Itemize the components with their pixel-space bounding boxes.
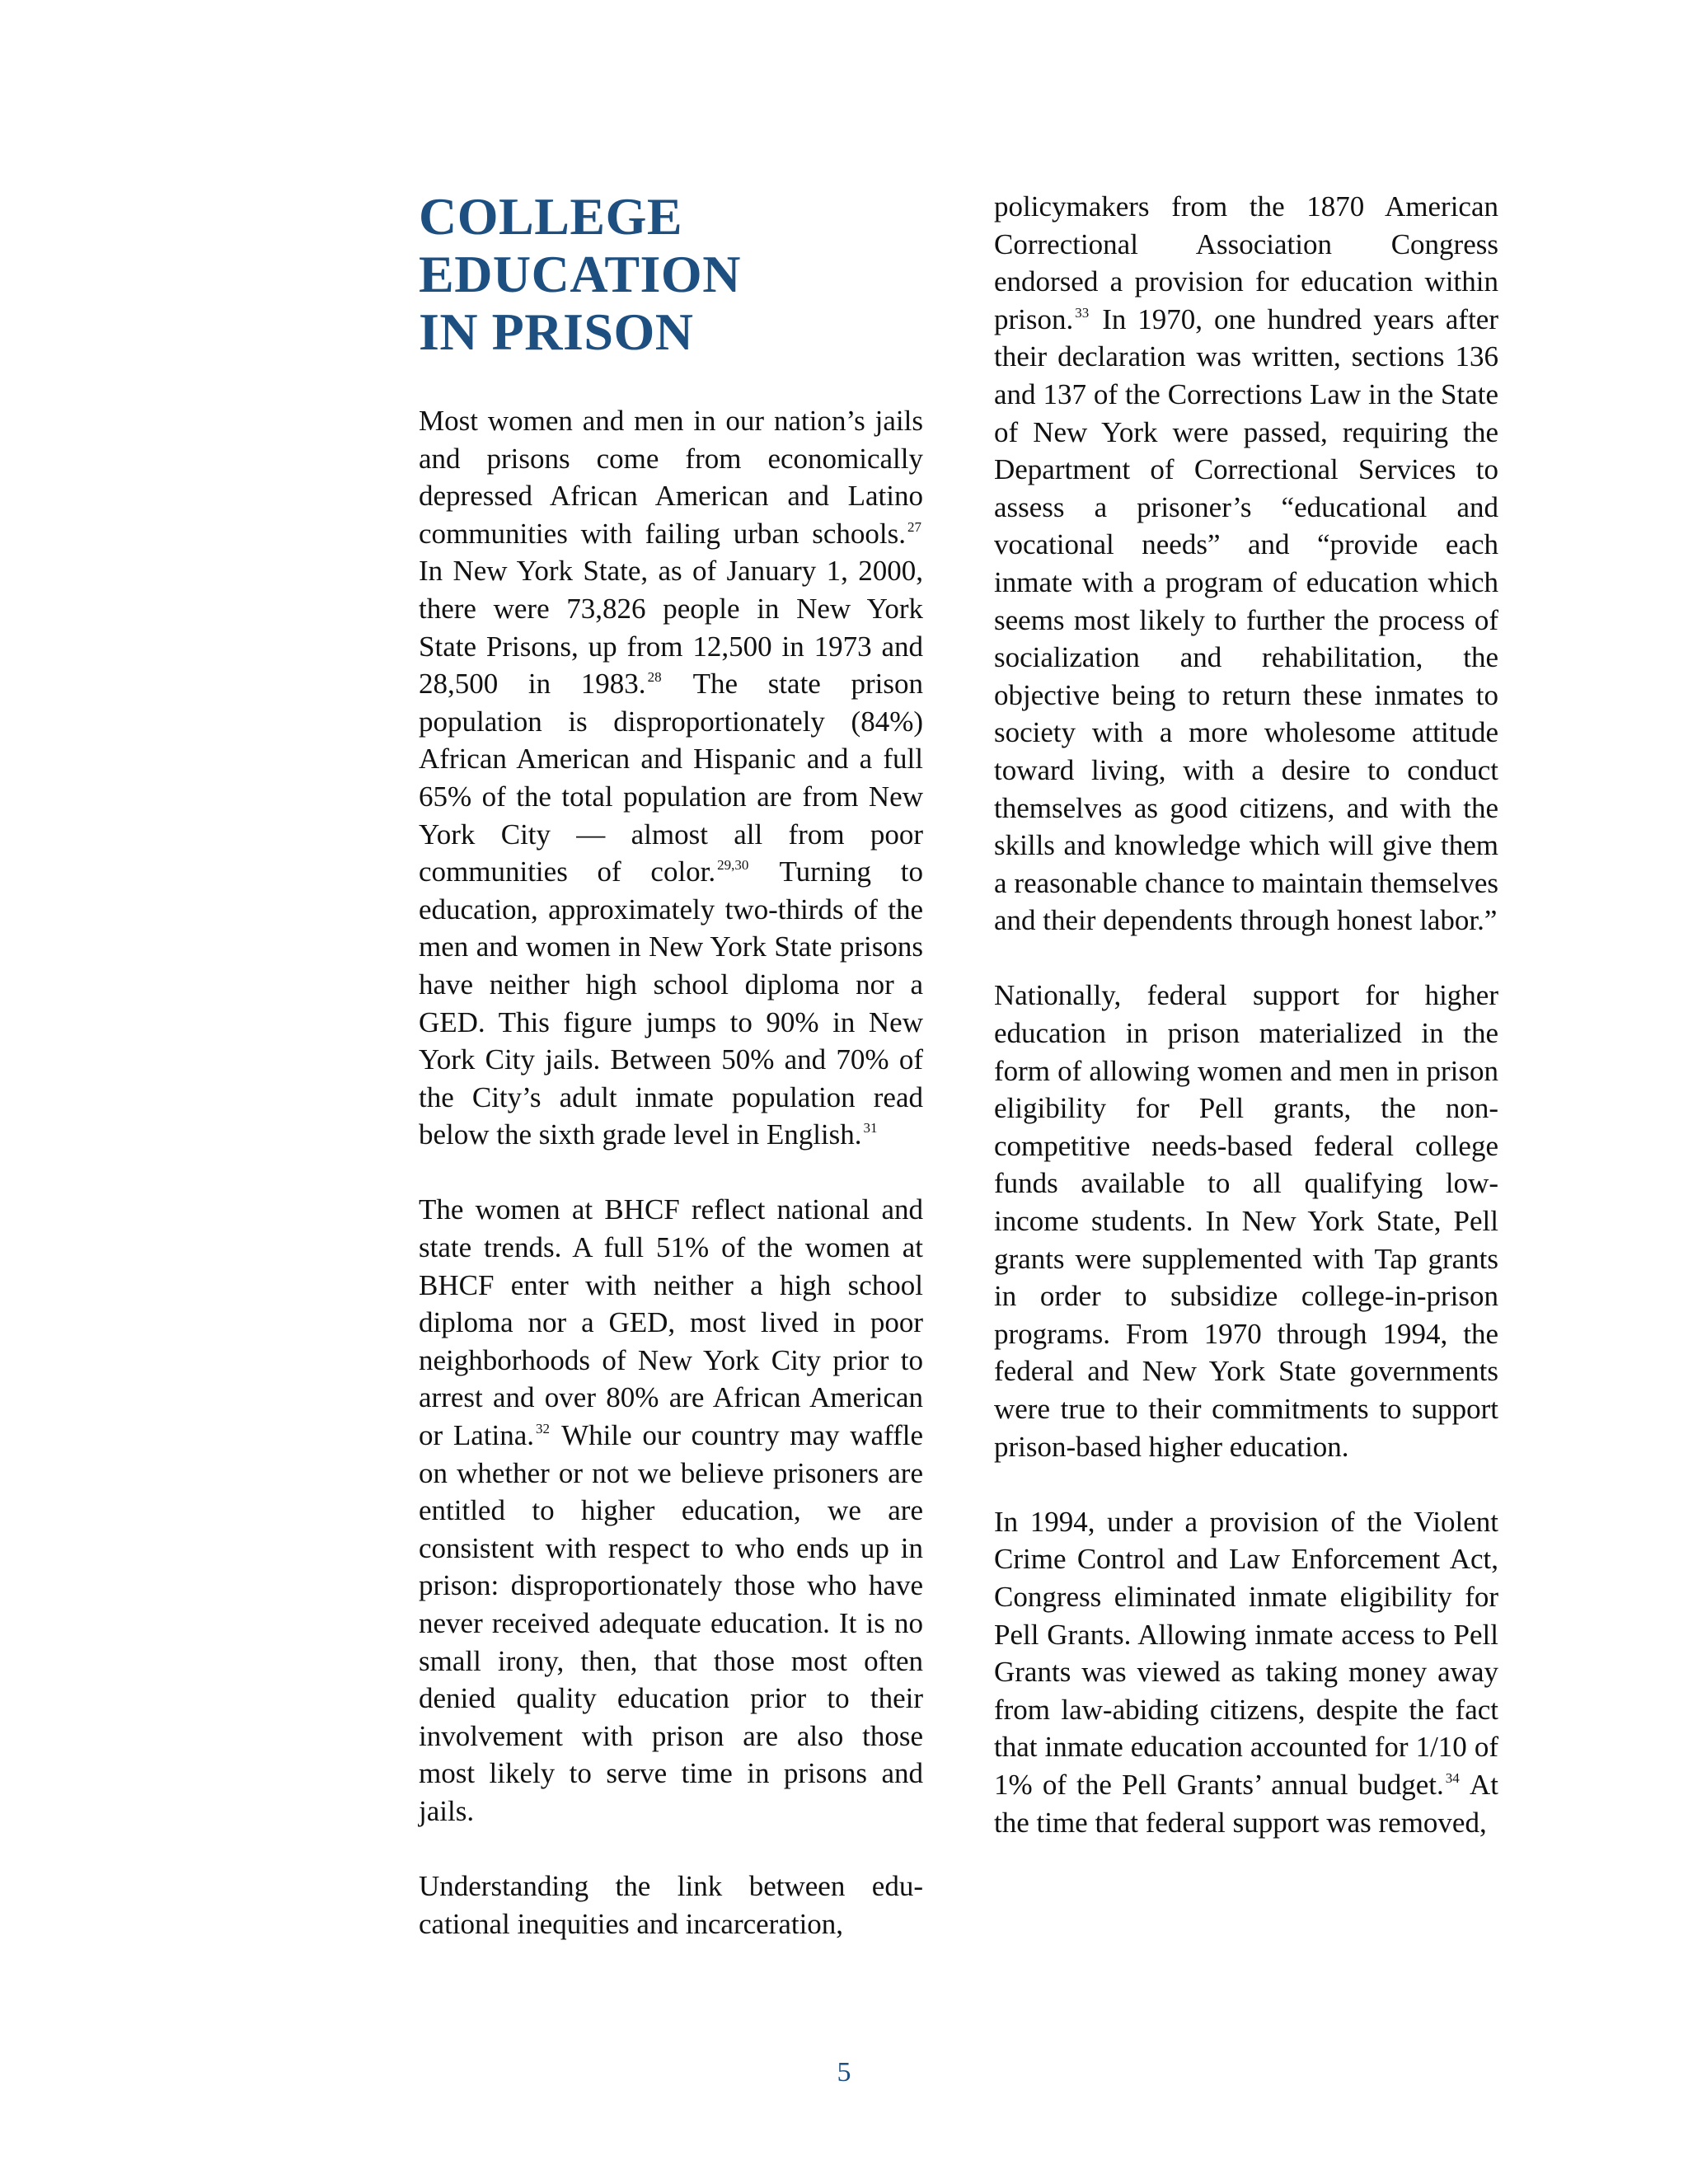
text-run: Turning to education, approximately two-thirds of the men and women in New York State prisons have neither high school diploma nor a GED. This figure jumps to 90% in New York City jails. Between 50% and 70% of the City’s adult inmate population read below the sixth grade level in English. — [419, 855, 923, 1151]
footnote-ref-32: 32 — [536, 1421, 551, 1437]
left-column — [419, 188, 923, 1980]
footnote-ref-28: 28 — [647, 669, 662, 686]
text-run: Understanding the link between educational inequities and incarceration, — [419, 1870, 923, 1940]
title-line-2: EDUCATION — [419, 245, 741, 303]
right-paragraph-2 — [994, 977, 1498, 1465]
page-number: 5 — [837, 2057, 851, 2088]
footnote-ref-27: 27 — [907, 518, 921, 535]
text-run: policymakers from the 1870 American Correctional Association Congress endorsed a provision for education within prison. — [994, 190, 1498, 335]
right-column — [994, 188, 1498, 1879]
text-run: At the time that federal support was removed, — [994, 1768, 1498, 1839]
footnote-ref-34: 34 — [1445, 1769, 1460, 1786]
left-paragraph-3 — [419, 1868, 923, 1943]
right-paragraph-3 — [994, 1503, 1498, 1841]
title-line-3: IN PRISON — [419, 302, 694, 361]
footnote-ref-31: 31 — [863, 1120, 878, 1137]
text-run: Most women and men in our nation’s jails and prisons come from economically depressed African American and Latino communities with failing urban schools. — [419, 405, 923, 550]
text-run: In 1970, one hundred years after their declaration was written, sections 136 and 137 of the Corrections Law in the State of New York were passed, requiring the Department of Correctional Services to assess a prisoner’s “educational and vocational needs” and “provide each inmate with a program of education which seems most likely to further the process of socialization and rehabilitation, the objective being to return these inmates to society with a more wholesome attitude toward living, with a desire to conduct themselves as good citizens, and with the skills and knowledge which will give them a reasonable chance to maintain themselves and their dependents through honest labor.” — [994, 302, 1498, 937]
left-paragraph-1 — [419, 402, 923, 1154]
section-title — [419, 188, 923, 361]
title-line-1: COLLEGE — [419, 187, 683, 246]
right-paragraph-1 — [994, 188, 1498, 940]
text-run: While our country may waffle on whether or not we believe prisoners are entitled to higher education, we are consistent with respect to who ends up in prison: disproportionately those who have never received adequate education. It is no small irony, then, that those most often denied quality education prior to their involvement with prison are also those most likely to serve time in prisons and jails. — [419, 1419, 923, 1827]
text-run: The state prison population is disproportionately (84%) African American and Hispanic and a full 65% of the total population are from New York City — almost all from poor communities of color. — [419, 668, 923, 888]
left-paragraph-2 — [419, 1191, 923, 1830]
footnote-ref-29-30: 29,30 — [717, 857, 749, 874]
text-run: The women at BHCF reflect national and state trends. A full 51% of the women at BHCF enter with neither a high school diploma nor a GED, most lived in poor neighborhoods of New York City prior to arrest and over 80% are African American or Latina. — [419, 1193, 923, 1452]
text-run: In New York State, as of January 1, 2000, there were 73,826 people in New York State Prisons, up from 12,500 in 1973 and 28,500 in 1983. — [419, 555, 923, 701]
text-run: Nationally, federal support for higher education in prison materialized in the form of allowing women and men in prison eligibility for Pell grants, the non-competitive needs-based federal college funds available to all qualifying low-income students. In New York State, Pell grants were supplemented with Tap grants in order to subsidize college-in-prison programs. From 1970 through 1994, the federal and New York State governments were true to their commitments to support prison-based higher education. — [994, 979, 1498, 1463]
footnote-ref-33: 33 — [1075, 304, 1090, 321]
text-run: In 1994, under a provision of the Violent Crime Control and Law Enforcement Act, Congress eliminated inmate eligibility for Pell Grants. Allowing inmate access to Pell Grants was viewed as taking money away from law-abiding citizens, despite the fact that inmate education accounted for 1/10 of 1% of the Pell Grants’ annual budget. — [994, 1505, 1498, 1801]
